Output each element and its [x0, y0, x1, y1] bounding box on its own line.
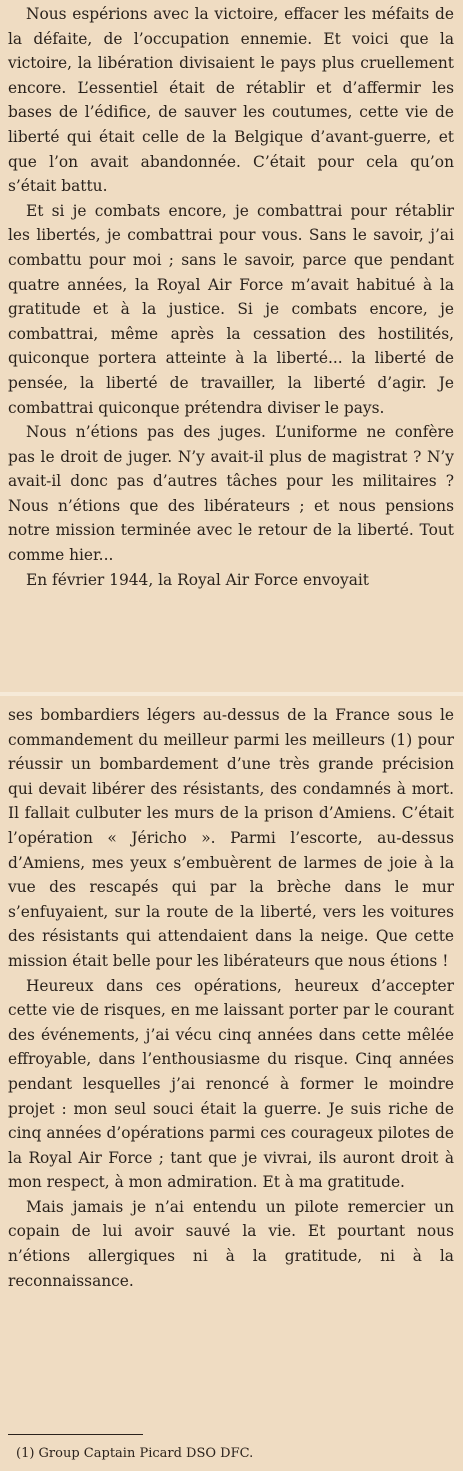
- paragraph: Mais jamais je n’ai entendu un pilote remercier un copain de lui avoir sauvé la vie. Et pourtant nous n’étions allergiques ni à la gratitude, ni à la reconnaissance.: [8, 1197, 454, 1290]
- paragraph: En février 1944, la Royal Air Force envoyait: [26, 570, 369, 589]
- scan-seam: [0, 692, 463, 696]
- text-block-top: [8, 2, 454, 592]
- footnote-divider: [8, 1434, 143, 1435]
- paragraph: ses bombardiers légers au-dessus de la France sous le commandement du meilleur parmi les meilleurs (1) pour réussir un bombardement d’une très grande précision qui devait libérer des résistants, des condamnés à mort. Il fallait culbuter les murs de la prison d’Amiens. C’était l’opération « Jéricho ». Parmi l’escorte, au-dessus d’Amiens, mes yeux s’embuèrent de larmes de joie à la vue des rescapés qui par la brèche dans le mur s’enfuyaient, sur la route de la liberté, vers les voitures des résistants qui attendaient dans la neige. Que cette mission était belle pour les libérateurs que nous étions !: [8, 706, 454, 970]
- paragraph: Nous n’étions pas des juges. L’uniforme ne confère pas le droit de juger. N’y avait-il plus de magistrat ? N’y avait-il donc pas d’autres tâches pour les militaires ? Nous n’étions que des libérateurs ; et nous pensions notre mission terminée avec le retour de la liberté. Tout comme hier...: [8, 423, 454, 565]
- paragraph: Nous espérions avec la victoire, effacer les méfaits de la défaite, de l’occupation ennemie. Et voici que la victoire, la libération divisaient le pays plus cruellement encore. L’essentiel était de rétablir et d’affermir les bases de l’édifice, de sauver les coutumes, cette vie de liberté qui était celle de la Belgique d’avant-guerre, et que l’on avait abandonnée. C’était pour cela qu’on s’était battu.: [8, 5, 454, 196]
- text-block-bottom: [8, 703, 454, 1293]
- paragraph: Heureux dans ces opérations, heureux d’accepter cette vie de risques, en me laissant porter par le courant des événements, j’ai vécu cinq années dans cette mêlée effroyable, dans l’enthousiasme du risque. Cinq années pendant lesquelles j’ai renoncé à former le moindre projet : mon seul souci était la guerre. Je suis riche de cinq années d’opérations parmi ces courageux pilotes de la Royal Air Force ; tant que je vivrai, ils auront droit à mon respect, à mon admiration. Et à ma gratitude.: [8, 976, 454, 1192]
- footnote: (1) Group Captain Picard DSO DFC.: [16, 1446, 254, 1461]
- paragraph: Et si je combats encore, je combattrai pour rétablir les libertés, je combattrai pour vous. Sans le savoir, j’ai combattu pour moi ; sans le savoir, parce que pendant quatre années, la Royal Air Force m’avait habitué à la gratitude et à la justice. Si je combats encore, je combattrai, même après la cessation des hostilités, quiconque portera atteinte à la liberté... la liberté de pensée, la liberté de travailler, la liberté d’agir. Je combattrai quiconque prétendra diviser le pays.: [8, 201, 454, 417]
